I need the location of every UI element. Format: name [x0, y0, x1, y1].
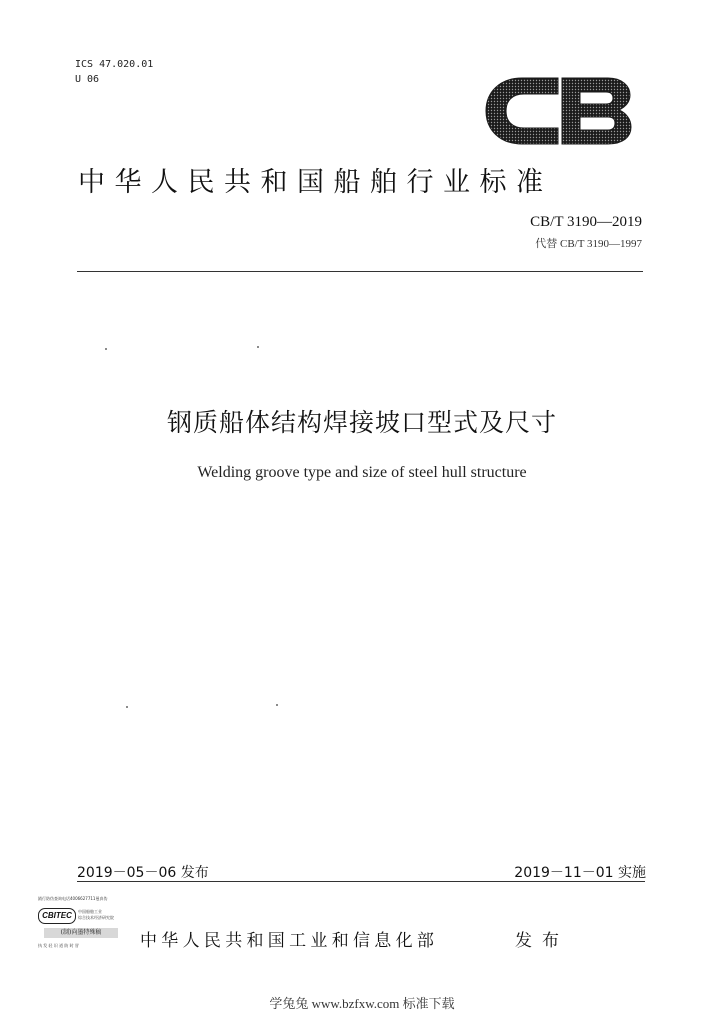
stamp-top-line: 銷行防伪查询电话4006627711曼真伪 — [38, 896, 108, 901]
anti-counterfeit-stamp — [38, 896, 130, 952]
ccs-code: U 06 — [75, 74, 100, 85]
speck — [105, 348, 107, 350]
publisher: 中华人民共和国工业和信息化部 — [140, 931, 439, 951]
standard-number: CB/T 3190—2019 — [530, 214, 642, 230]
stamp-org-line1: 中国船舶工业 — [78, 909, 102, 914]
industry-standard-title: 中华人民共和国船舶行业标准 — [78, 167, 553, 198]
issue-date: 2019－05－06 发布 — [77, 865, 209, 881]
stamp-org-line2: 综合技术经济研究院 — [78, 915, 114, 920]
stamp-band: (制)向墨特殊稿 — [44, 928, 118, 938]
cb-logo — [484, 76, 632, 146]
logo-letter-c — [486, 78, 558, 144]
speck — [276, 704, 278, 706]
footer-divider — [77, 881, 645, 882]
speck — [126, 706, 128, 708]
header-divider — [77, 271, 643, 272]
publish-label: 发布 — [515, 931, 569, 951]
watermark-footer: 学兔兔 www.bzfxw.com 标准下载 — [269, 996, 455, 1011]
document-title-chinese: 钢质船体结构焊接坡口型式及尺寸 — [166, 408, 557, 437]
ics-code: ICS 47.020.01 — [75, 59, 154, 70]
implementation-date: 2019－11－01 实施 — [514, 865, 646, 881]
stamp-bottom-line: 执 发 轻 识 道 防 时 冒 — [38, 943, 79, 948]
logo-letter-b — [562, 78, 631, 144]
replaces-standard: 代替 CB/T 3190—1997 — [535, 238, 642, 250]
speck — [257, 346, 259, 348]
classification-codes — [75, 57, 153, 87]
document-title-english: Welding groove type and size of steel hull structure — [197, 464, 527, 481]
stamp-logo: CBITEC — [38, 908, 76, 924]
